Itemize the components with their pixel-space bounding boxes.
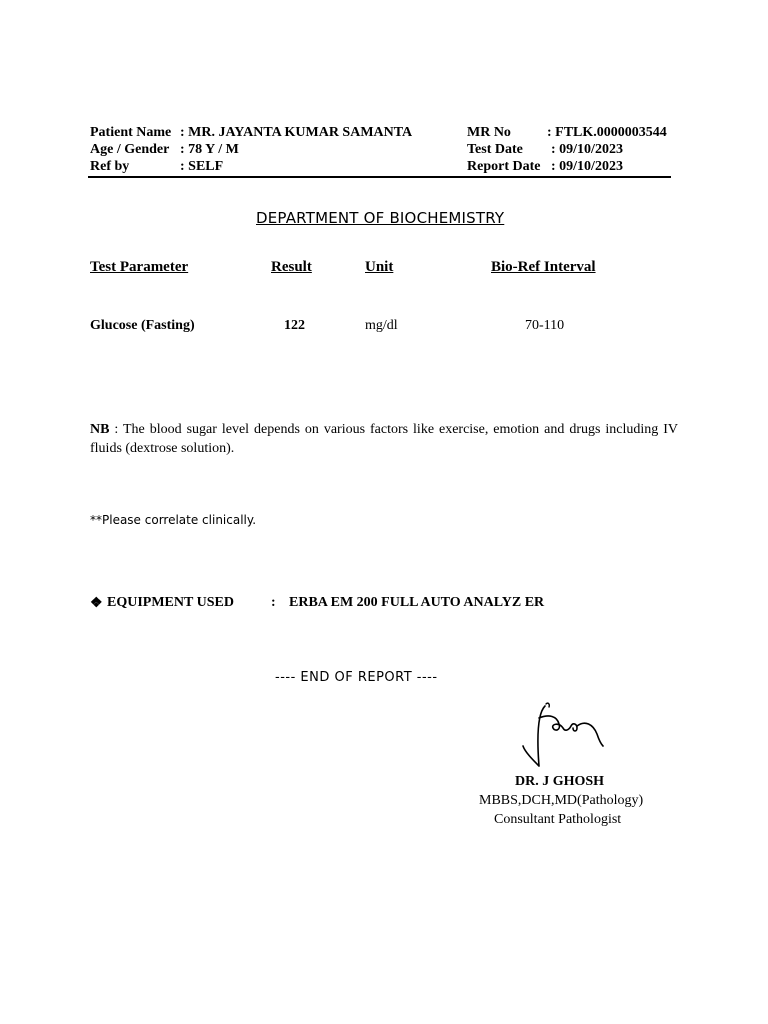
col-bio-ref-interval: Bio-Ref Interval <box>491 259 596 275</box>
note-text: : The blood sugar level depends on various factors like exercise, emotion and drugs including IV fluids (dextrose solution). <box>90 422 678 456</box>
end-of-report: ---- END OF REPORT ---- <box>275 670 438 685</box>
result-cell: 122 <box>284 318 305 333</box>
ref-by-label: Ref by <box>90 159 130 174</box>
age-gender-label: Age / Gender <box>90 142 170 157</box>
note-paragraph <box>90 420 678 458</box>
interval-cell: 70-110 <box>525 318 565 333</box>
mr-no-label: MR No <box>467 125 511 140</box>
test-date-value: : 09/10/2023 <box>551 142 623 157</box>
note-label: NB <box>90 422 110 437</box>
mr-no-value: : FTLK.0000003544 <box>547 125 667 140</box>
signatory-degrees: MBBS,DCH,MD(Pathology) <box>479 793 644 808</box>
correlate-note: **Please correlate clinically. <box>90 513 257 527</box>
patient-name-label: Patient Name <box>90 125 172 140</box>
unit-cell: mg/dl <box>365 318 398 333</box>
parameter-cell: Glucose (Fasting) <box>90 318 195 333</box>
col-result: Result <box>271 259 312 275</box>
equipment-colon: : <box>271 595 276 610</box>
equipment-label: EQUIPMENT USED <box>107 595 234 610</box>
department-title: DEPARTMENT OF BIOCHEMISTRY <box>256 209 505 227</box>
signatory-title: Consultant Pathologist <box>494 812 622 827</box>
signature-image <box>515 700 610 772</box>
header-divider <box>88 176 671 178</box>
col-test-parameter: Test Parameter <box>90 259 189 275</box>
equipment-value: ERBA EM 200 FULL AUTO ANALYZ ER <box>289 595 545 610</box>
signatory-name: DR. J GHOSH <box>515 774 605 789</box>
patient-name-value: : MR. JAYANTA KUMAR SAMANTA <box>180 125 413 140</box>
ref-by-value: : SELF <box>180 159 224 174</box>
report-date-label: Report Date <box>467 159 541 174</box>
report-date-value: : 09/10/2023 <box>551 159 623 174</box>
age-gender-value: : 78 Y / M <box>180 142 239 157</box>
test-date-label: Test Date <box>467 142 523 157</box>
diamond-bullet-icon: ❖ <box>90 596 103 611</box>
col-unit: Unit <box>365 259 394 275</box>
